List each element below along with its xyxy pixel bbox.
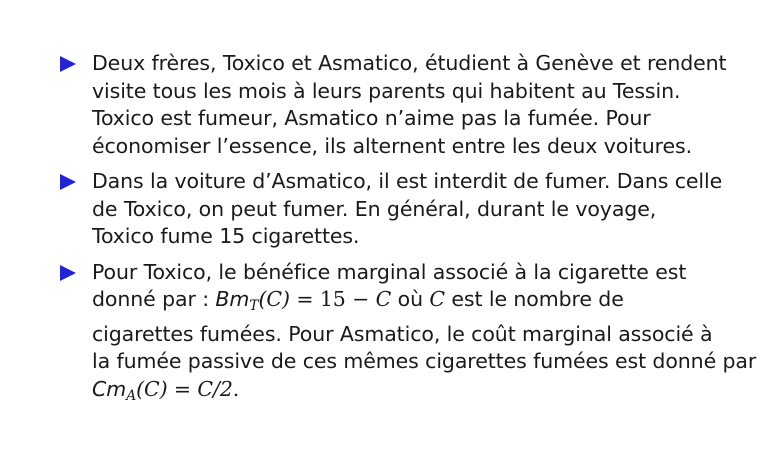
bullet-item-1: [58, 50, 776, 160]
marginal-benefit-function-name: Bm: [215, 287, 250, 311]
bullet-2-line-2: de Toxico, on peut fumer. En général, durant le voyage,: [92, 196, 657, 221]
triangle-bullet-icon: [60, 56, 76, 72]
marginal-cost-function-name: Cm: [92, 376, 127, 401]
bullet-2-line-3: Toxico fume 15 cigarettes.: [92, 224, 360, 248]
bullet-1-line-1: Deux frères, Toxico et Asmatico, étudient à Genève et rendent: [92, 51, 727, 75]
math-variable: C: [375, 287, 392, 311]
sentence-period: .: [232, 376, 240, 401]
bullet-1-line-2: visite tous les mois à leurs parents qui habitent au Tessin.: [92, 78, 681, 103]
marginal-benefit-argument: (C): [258, 287, 290, 311]
bullet-3-line-2: [92, 286, 776, 321]
bullet-item-2: [58, 168, 776, 251]
bullet-1-line-4: économiser l’essence, ils alternent entre les deux voitures.: [92, 133, 692, 158]
marginal-cost-rhs: C/2: [197, 376, 233, 401]
bullet-3-line-5: [92, 376, 776, 411]
bullet-3-line-4: la fumée passive de ces mêmes cigarettes fumées est donné par: [92, 349, 757, 373]
bullet-3-line-1: Pour Toxico, le bénéfice marginal associé à la cigarette est: [92, 259, 687, 284]
triangle-bullet-icon: [60, 174, 76, 190]
bullet-3-text: est le nombre de: [444, 287, 624, 311]
bullet-list: [58, 50, 776, 418]
bullet-2-line-1: Dans la voiture d’Asmatico, il est interdit de fumer. Dans celle: [92, 169, 723, 193]
marginal-cost-argument: (C): [136, 376, 168, 401]
marginal-benefit-equation: = 15 −: [289, 287, 376, 311]
bullet-1-line-3: Toxico est fumeur, Asmatico n’aime pas la fumée. Pour: [92, 106, 651, 130]
bullet-3-line-3: cigarettes fumées. Pour Asmatico, le coût marginal associé à: [92, 321, 713, 346]
marginal-cost-equals: =: [167, 376, 198, 401]
marginal-benefit-subscript: T: [249, 298, 259, 314]
bullet-item-3: [58, 259, 776, 411]
bullet-3-text: où: [391, 287, 430, 311]
bullet-3-text: donné par :: [92, 287, 216, 311]
math-variable: C: [429, 287, 445, 311]
triangle-bullet-icon: [60, 265, 76, 281]
marginal-cost-subscript: A: [126, 387, 137, 404]
